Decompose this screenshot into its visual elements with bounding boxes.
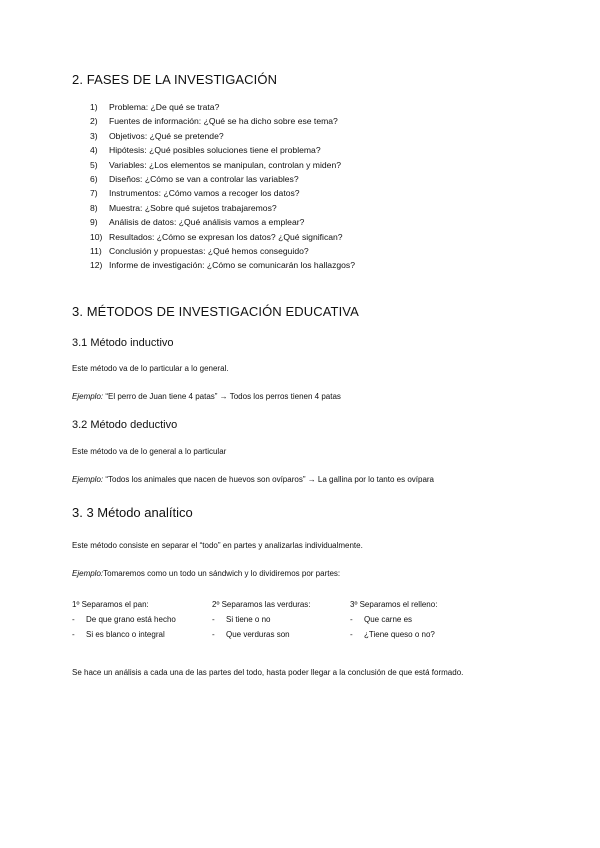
list-item: - Si tiene o no	[212, 615, 271, 624]
list-item: 8) Muestra: ¿Sobre qué sujetos trabajaremos?	[90, 202, 277, 213]
example-text: “El perro de Juan tiene 4 patas” → Todos los perros tienen 4 patas	[105, 392, 341, 401]
list-item: 5) Variables: ¿Los elementos se manipulan, controlan y miden?	[90, 159, 341, 170]
column-heading: 1º Separamos el pan:	[72, 600, 149, 609]
list-item: 7) Instrumentos: ¿Cómo vamos a recoger los datos?	[90, 188, 300, 199]
filling-column	[350, 597, 437, 642]
list-item: - De que grano está hecho	[72, 615, 176, 624]
vegetables-column	[212, 597, 311, 642]
column-heading: 2º Separamos las verduras:	[212, 600, 311, 609]
analytic-example	[72, 569, 340, 578]
deductive-description: Este método va de lo general a lo particular	[72, 447, 227, 456]
list-item: 12) Informe de investigación: ¿Cómo se comunicarán los hallazgos?	[90, 260, 356, 271]
list-item: - Que carne es	[350, 615, 413, 624]
phases-list	[90, 100, 355, 273]
inductive-description: Este método va de lo particular a lo general.	[72, 364, 229, 373]
list-item: - Si es blanco o integral	[72, 630, 165, 639]
column-heading: 3º Separamos el relleno:	[350, 600, 438, 609]
bread-column	[72, 597, 176, 642]
analytic-conclusion: Se hace un análisis a cada una de las partes del todo, hasta poder llegar a la conclusión de que está formado.	[72, 668, 464, 677]
list-item: 2) Fuentes de información: ¿Qué se ha dicho sobre ese tema?	[90, 116, 338, 127]
list-item: 1) Problema: ¿De qué se trata?	[90, 102, 220, 112]
example-text: “Todos los animales que nacen de huevos son ovíparos” → La gallina por lo tanto es ovípara	[105, 475, 435, 484]
inductive-example	[72, 392, 341, 401]
deductive-heading: 3.2 Método deductivo	[72, 419, 178, 431]
list-item: - ¿Tiene queso o no?	[350, 630, 435, 639]
inductive-heading: 3.1 Método inductivo	[72, 337, 174, 349]
deductive-example	[72, 475, 434, 484]
example-label: Ejemplo:	[72, 392, 104, 401]
analytic-heading: 3. 3 Método analítico	[72, 505, 193, 520]
list-item: 6) Diseños: ¿Cómo se van a controlar las variables?	[90, 174, 299, 185]
list-item: 11) Conclusión y propuestas: ¿Qué hemos conseguido?	[90, 246, 309, 257]
example-label: Ejemplo:	[72, 569, 104, 578]
section-2-heading: 2. FASES DE LA INVESTIGACIÓN	[72, 72, 278, 87]
list-item: 10) Resultados: ¿Cómo se expresan los datos? ¿Qué significan?	[90, 231, 343, 242]
list-item: 4) Hipótesis: ¿Qué posibles soluciones tiene el problema?	[90, 145, 321, 156]
example-label: Ejemplo:	[72, 475, 104, 484]
list-item: 3) Objetivos: ¿Qué se pretende?	[90, 130, 224, 141]
analytic-description: Este método consiste en separar el “todo” en partes y analizarlas individualmente.	[72, 541, 363, 550]
list-item: - Que verduras son	[212, 630, 290, 639]
section-3-heading: 3. MÉTODOS DE INVESTIGACIÓN EDUCATIVA	[72, 304, 359, 319]
list-item: 9) Análisis de datos: ¿Qué análisis vamos a emplear?	[90, 217, 305, 228]
example-text: Tomaremos como un todo un sándwich y lo dividiremos por partes:	[103, 569, 341, 578]
